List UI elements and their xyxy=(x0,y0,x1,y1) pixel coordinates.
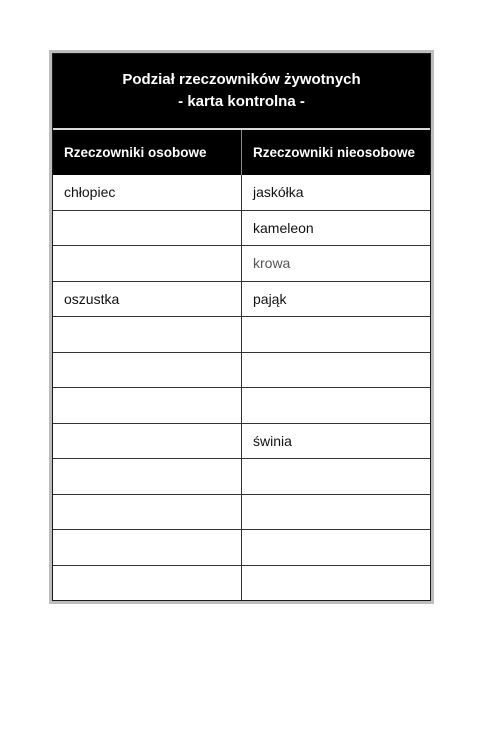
cell-nonpersonal xyxy=(241,388,430,423)
column-header-personal: Rzeczowniki osobowe xyxy=(64,145,207,160)
cell-personal xyxy=(53,459,241,494)
cell-nonpersonal: pająk xyxy=(241,282,430,317)
cell-nonpersonal xyxy=(241,353,430,388)
table-header xyxy=(53,130,430,175)
table-row xyxy=(53,175,430,210)
table-row xyxy=(53,245,430,281)
column-header-nonpersonal: Rzeczowniki nieosobowe xyxy=(241,130,430,175)
cell-nonpersonal: kameleon xyxy=(241,211,430,246)
card-title-line-1: Podział rzeczowników żywotnych xyxy=(122,71,361,88)
cell-personal: oszustka xyxy=(64,290,120,307)
table-row xyxy=(53,316,430,352)
cell-personal xyxy=(53,495,241,530)
cell-nonpersonal: jaskółka xyxy=(241,175,430,210)
cell-nonpersonal xyxy=(241,317,430,352)
cell-nonpersonal xyxy=(241,459,430,494)
table-body xyxy=(53,175,430,600)
control-card-table xyxy=(52,53,431,601)
control-card xyxy=(49,50,434,604)
table-row xyxy=(53,529,430,565)
cell-nonpersonal xyxy=(241,530,430,565)
cell-personal xyxy=(53,566,241,601)
cell-nonpersonal: krowa xyxy=(241,246,430,281)
table-row xyxy=(53,458,430,494)
cell-personal xyxy=(53,424,241,459)
table-row xyxy=(53,352,430,388)
table-row xyxy=(53,565,430,601)
table-row xyxy=(53,387,430,423)
card-title-line-2: - karta kontrolna - xyxy=(178,93,305,110)
cell-personal xyxy=(53,211,241,246)
cell-personal xyxy=(53,317,241,352)
card-title xyxy=(53,54,430,130)
cell-personal xyxy=(53,353,241,388)
cell-personal xyxy=(53,530,241,565)
cell-nonpersonal xyxy=(241,566,430,601)
cell-nonpersonal xyxy=(241,495,430,530)
table-row xyxy=(53,281,430,317)
table-row xyxy=(53,494,430,530)
table-row xyxy=(53,423,430,459)
cell-personal xyxy=(53,388,241,423)
cell-nonpersonal: świnia xyxy=(241,424,430,459)
cell-personal: chłopiec xyxy=(64,184,116,201)
cell-personal xyxy=(53,246,241,281)
table-row xyxy=(53,210,430,246)
